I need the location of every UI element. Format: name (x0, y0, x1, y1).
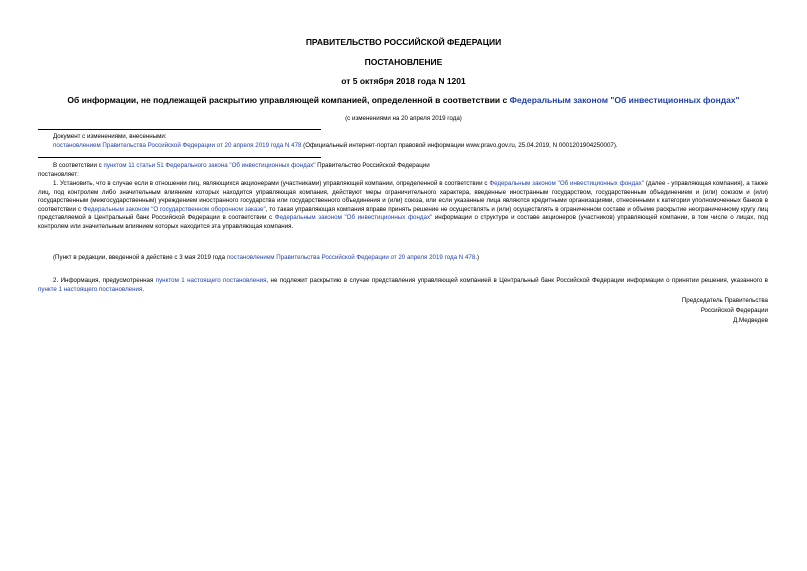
changes-source-text: (Официальный интернет-портал правовой информации www.pravo.gov.ru, 25.04.2019, N 0001201904250007). (301, 142, 618, 149)
point-1-reference-link[interactable]: пунктом 1 настоящего постановления (155, 277, 267, 284)
point-1-reference-link-2[interactable]: пункте 1 настоящего постановления (38, 285, 143, 293)
signature-block (682, 296, 768, 325)
divider-bottom (38, 157, 321, 158)
preamble-prefix: В соответствии с (53, 162, 104, 169)
article-51-link[interactable]: пунктом 11 статьи 51 Федерального закона "Об инвестиционных фондах" (103, 162, 316, 169)
document-title (0, 95, 807, 105)
point-1-note-prefix: (Пункт в редакции, введенной в действие с 3 мая 2019 года (53, 254, 227, 261)
point-1-text-d: информации о структуре и составе акционеров (участников) управляющей компании, в том числе о лицах, под контролем или значительным влиянием которых находится эта управляющая компания. (38, 214, 768, 230)
revision-note: (с изменениями на 20 апреля 2019 года) (345, 115, 462, 122)
point-2 (38, 277, 768, 294)
document-title-text: Об информации, не подлежащей раскрытию управляющей компанией, определенной в соответствии с (67, 95, 510, 105)
signature-country: Российской Федерации (700, 306, 768, 314)
defense-order-law-link[interactable]: Федеральным законом "О государственном оборонном заказе" (82, 205, 266, 213)
point-2-text-c: . (142, 285, 145, 293)
changes-line (53, 142, 618, 150)
preamble-line (53, 162, 430, 170)
document-date-number: от 5 октября 2018 года N 1201 (341, 76, 466, 86)
point-2-text-b: , не подлежит раскрытию в случае представления управляющей компанией в Центральный банк Российской Федерации информации о принятии решения, указанного в (266, 277, 768, 284)
changes-label: Документ с изменениями, внесенными: (53, 133, 167, 140)
point-1-revision-note (53, 254, 479, 262)
decides-text: постановляет: (38, 171, 79, 178)
point-1-text-b: (далее - управляющая компания), а также лиц, под контролем либо значительным влиянием которых находится управляющая компания, действуют меры ограничительного характера, введенные иностранным государством, государственным объединением и (или) союзом и (или) государственным (межгосударственным) учреждением иностранного государства или государственного объединения и (или) союза, или если указанные лица являются кредитными организациями, отнесенными к категории уполномоченных банков в соответствии с (38, 180, 769, 213)
point-1-text-a: 1. Установить, что в случае если в отношении лиц, являющихся акционерами (участниками) управляющей компании, определенной в соответствии с (53, 180, 490, 187)
point-1-text-c: , то такая управляющая компания вправе принять решение не осуществлять и (или) осуществлять в ограниченном составе и объеме раскрытие неограниченному кругу лиц представляемой в Центральный банк Российской Федерации в соответствии с (38, 205, 769, 222)
document-type: ПОСТАНОВЛЕНИЕ (364, 57, 443, 67)
signature-position: Председатель Правительства (681, 297, 768, 304)
point-1-note-decree-link[interactable]: постановлением Правительства Российской Федерации от 20 апреля 2019 года N 478 (226, 254, 476, 261)
title-law-link[interactable]: Федеральным законом "Об инвестиционных фондах" (509, 95, 740, 105)
investment-funds-law-link-2[interactable]: Федеральным законом "Об инвестиционных фондах" (274, 214, 433, 222)
preamble-suffix: Правительство Российской Федерации (315, 162, 430, 169)
government-heading: ПРАВИТЕЛЬСТВО РОССИЙСКОЙ ФЕДЕРАЦИИ (305, 37, 502, 47)
investment-funds-law-link[interactable]: Федеральным законом "Об инвестиционных фондах" (489, 180, 644, 187)
point-1 (38, 180, 768, 232)
signature-name: Д.Медведев (733, 316, 768, 324)
amendment-decree-link[interactable]: постановлением Правительства Российской Федерации от 20 апреля 2019 года N 478 (53, 142, 302, 149)
point-1-note-suffix: .) (475, 254, 480, 261)
divider-top (38, 129, 321, 130)
point-2-text-a: 2. Информация, предусмотренная (53, 277, 156, 284)
